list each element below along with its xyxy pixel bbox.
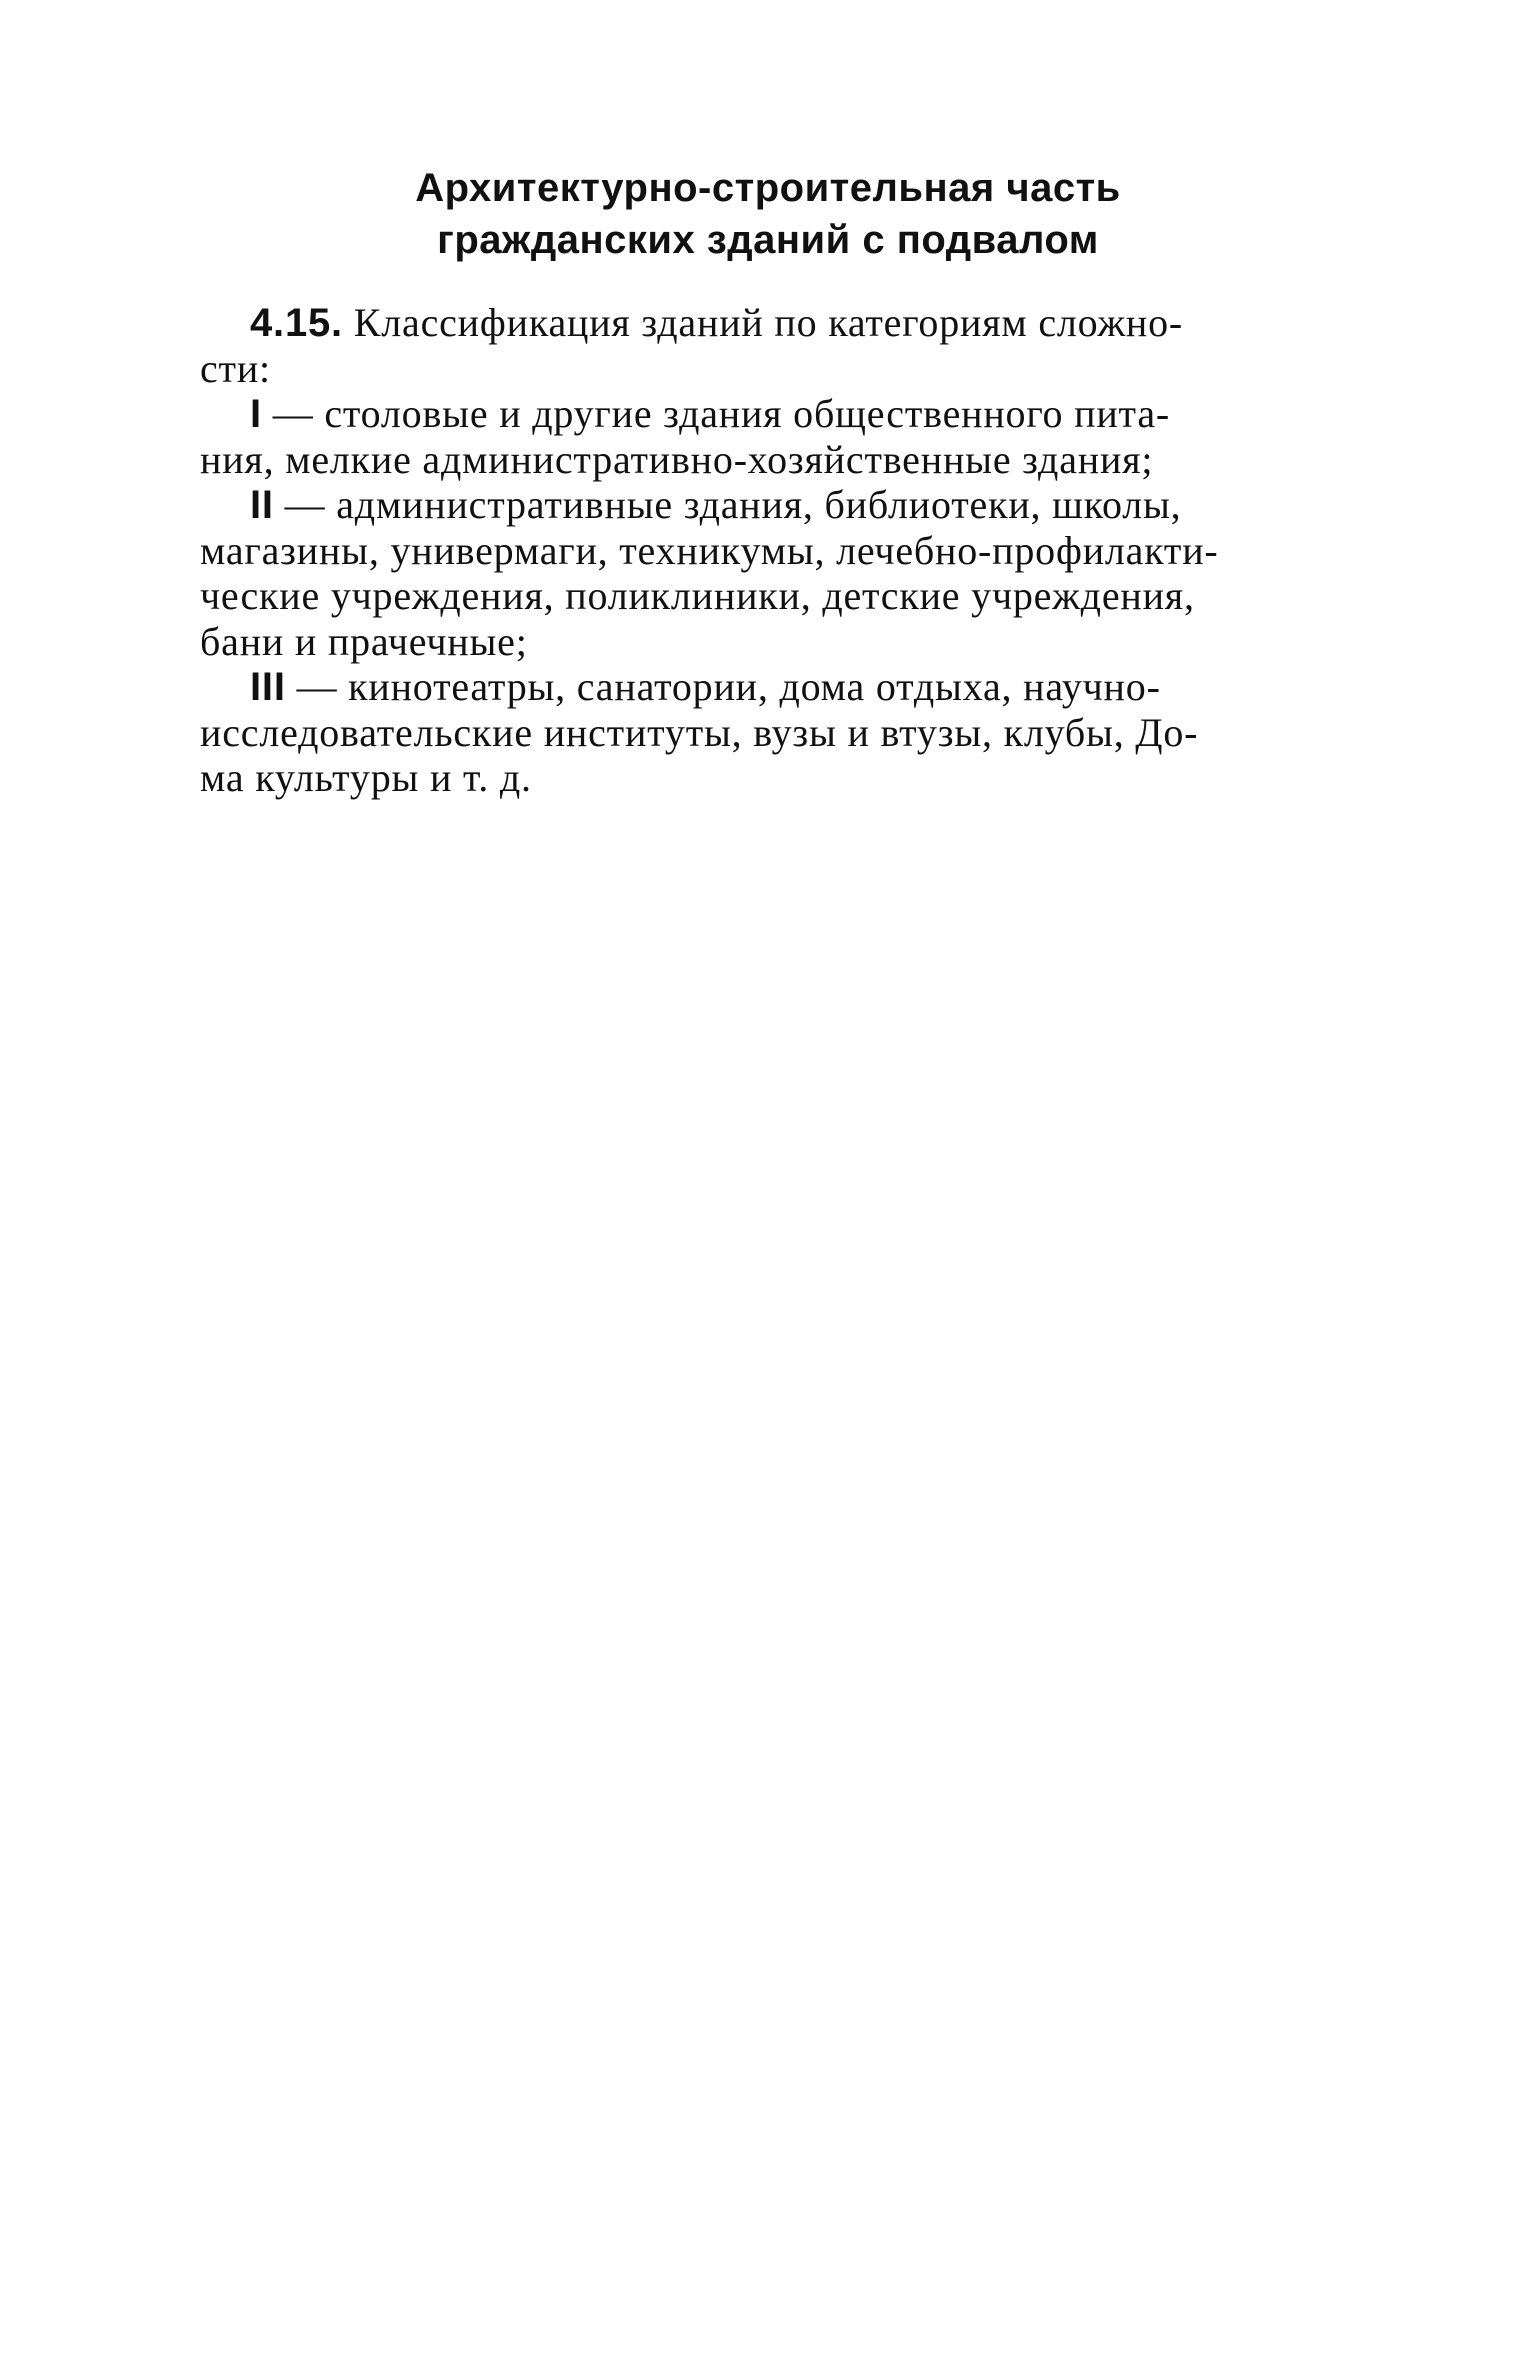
heading-line-2: гражданских зданий с подвалом [437, 218, 1099, 262]
paragraph-text: исследовательские институты, вузы и втузы, клубы, До- [200, 709, 1199, 755]
paragraph-text: магазины, универмаги, техникумы, лечебно-профилакти- [200, 527, 1219, 573]
paragraph-text: Классификация зданий по категориям сложно- [353, 300, 1184, 345]
section-number: 4.15. [250, 301, 343, 345]
paragraph-line [200, 619, 1346, 665]
paragraph-line [200, 710, 1346, 756]
category-number: III [250, 665, 286, 709]
paragraph-text: ма культуры и т. д. [200, 755, 532, 800]
paragraph-text: — столовые и другие здания общественного пита- [272, 391, 1171, 436]
category-number: I [250, 392, 262, 436]
paragraph-line [200, 346, 1346, 392]
heading-line-1: Архитектурно-строительная часть [415, 166, 1121, 210]
section-heading [200, 162, 1336, 266]
category-number: II [250, 483, 274, 527]
paragraph-line [200, 664, 1346, 710]
paragraph-text: — кинотеатры, санатории, дома отдыха, научно- [296, 664, 1161, 709]
paragraph-line [200, 391, 1346, 437]
paragraph-text: ческие учреждения, поликлиники, детские учреждения, [200, 573, 1195, 618]
paragraph-line [200, 437, 1346, 483]
paragraph-text: сти: [200, 345, 271, 391]
paragraph-line [200, 300, 1346, 346]
paragraph-text: ния, мелкие административно-хозяйственные здания; [200, 436, 1154, 482]
paragraph-text: — административные здания, библиотеки, школы, [284, 482, 1182, 527]
paragraph-line [200, 573, 1346, 619]
paragraph-line [200, 755, 1346, 801]
paragraph-line [200, 528, 1346, 574]
section-body [200, 300, 1346, 801]
paragraph-line [200, 482, 1346, 528]
paragraph-text: бани и прачечные; [200, 618, 528, 664]
